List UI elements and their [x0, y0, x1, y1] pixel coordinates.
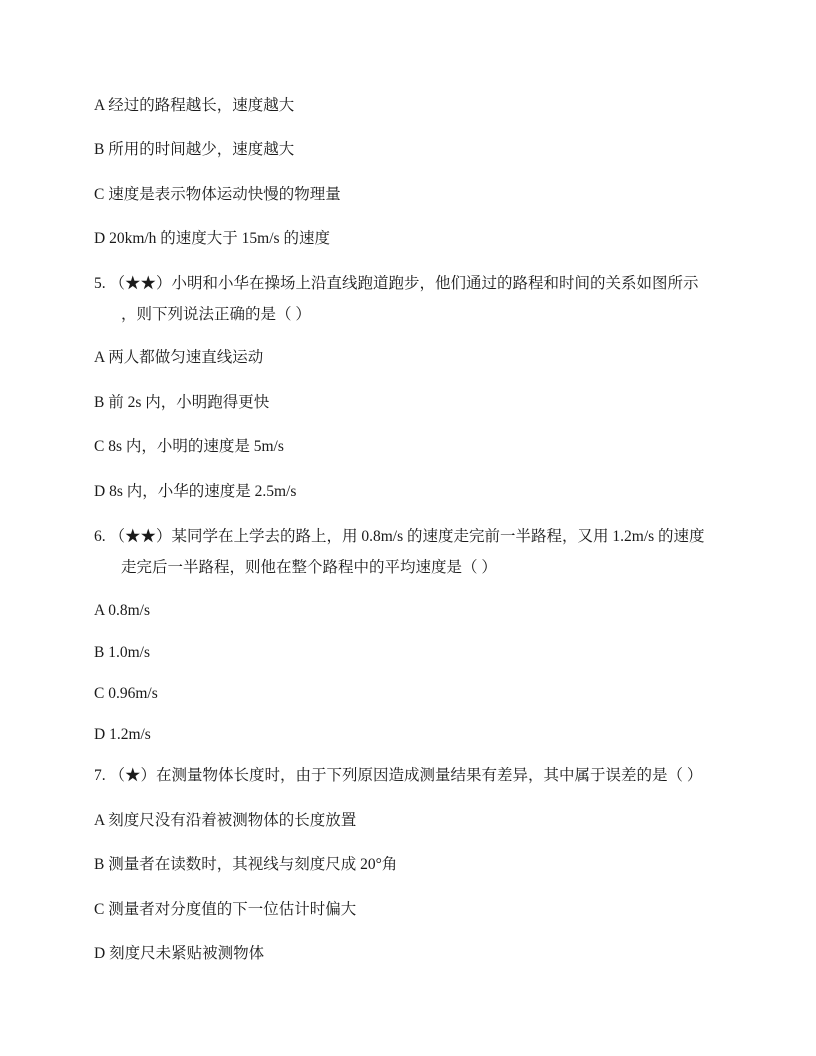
- q5-stem-line2: ，则下列说法正确的是（ ）: [121, 306, 311, 323]
- q7-option-b: B 测量者在读数时，其视线与刻度尺成 20°角: [94, 856, 398, 873]
- q6-stem-line2: 走完后一半路程，则他在整个路程中的平均速度是（ ）: [121, 559, 497, 576]
- q5-stem-line1: 5. （★★）小明和小华在操场上沿直线跑道跑步，他们通过的路程和时间的关系如图所示: [94, 275, 699, 292]
- q4-option-b: B 所用的时间越少，速度越大: [94, 141, 295, 158]
- q5-option-c: C 8s 内，小明的速度是 5m/s: [94, 438, 284, 455]
- q5-option-a: A 两人都做匀速直线运动: [94, 349, 264, 366]
- q4-option-a: A 经过的路程越长，速度越大: [94, 97, 295, 114]
- q7-option-c: C 测量者对分度值的下一位估计时偏大: [94, 901, 357, 918]
- q4-option-d: D 20km/h 的速度大于 15m/s 的速度: [94, 230, 330, 247]
- q6-option-d: D 1.2m/s: [94, 726, 151, 743]
- q7-stem: 7. （★）在测量物体长度时，由于下列原因造成测量结果有差异，其中属于误差的是（ ）: [94, 767, 703, 784]
- q6-option-a: A 0.8m/s: [94, 602, 150, 619]
- q7-option-a: A 刻度尺没有沿着被测物体的长度放置: [94, 812, 357, 829]
- q6-stem-line1: 6. （★★）某同学在上学去的路上，用 0.8m/s 的速度走完前一半路程，又用 1.2m/s 的速度: [94, 528, 705, 545]
- q5-option-d: D 8s 内，小华的速度是 2.5m/s: [94, 483, 297, 500]
- q6-option-b: B 1.0m/s: [94, 644, 150, 661]
- q4-option-c: C 速度是表示物体运动快慢的物理量: [94, 186, 341, 203]
- q5-option-b: B 前 2s 内，小明跑得更快: [94, 394, 270, 411]
- q6-option-c: C 0.96m/s: [94, 685, 158, 702]
- q7-option-d: D 刻度尺未紧贴被测物体: [94, 945, 265, 962]
